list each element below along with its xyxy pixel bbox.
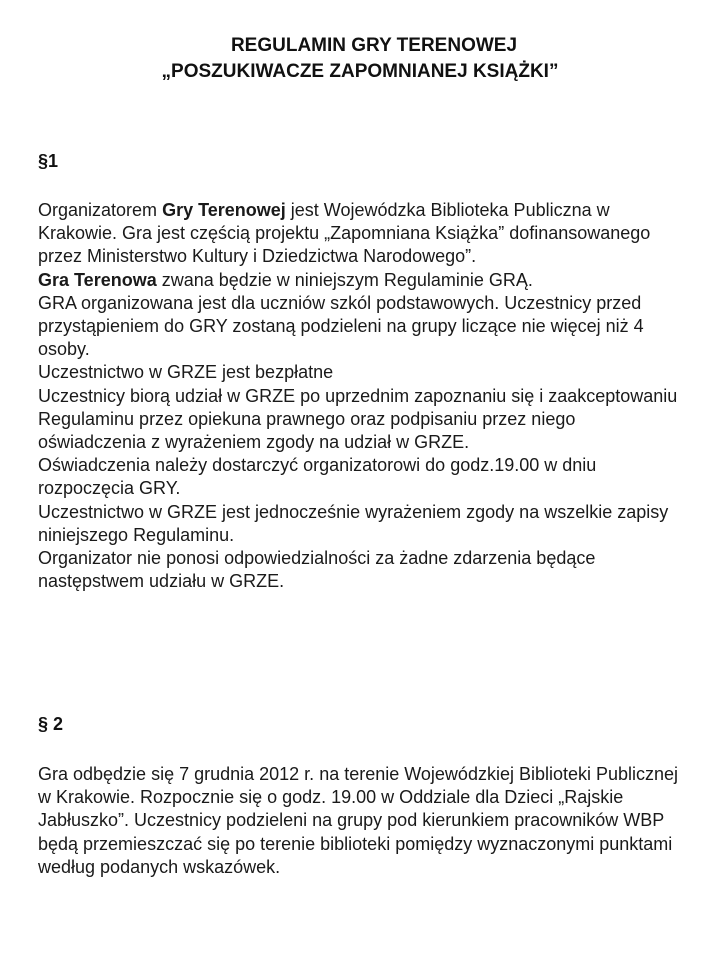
section-1-paragraph-deadline: Oświadczenia należy dostarczyć organizatorowi do godz.19.00 w dniu rozpoczęcia GRY. [38, 455, 597, 499]
bold-term-gry-terenowej: Gry Terenowej [162, 200, 286, 220]
bold-term-gra-terenowa: Gra Terenowa [38, 269, 157, 290]
section-1-body [38, 199, 688, 593]
section-1-paragraph-consent: Uczestnicy biorą udział w GRZE po uprzednim zapoznaniu się i zaakceptowaniu Regulaminu przez opiekuna prawnego oraz podpisaniu przez niego oświadczenia z wyrażeniem zgody na udział w GRZE. [38, 385, 678, 453]
text-run: jest Wojewódzka Biblioteka Publiczna w Krakowie. Gra jest częścią projektu „Zapomniana Książka” dofinansowanego przez Ministerstwo Kultury i Dziedzictwa Narodowego”. [38, 200, 651, 267]
text-run: zwana będzie w niniejszym Regulaminie GRĄ. [156, 269, 533, 290]
section-2-paragraph-schedule: Gra odbędzie się 7 grudnia 2012 r. na terenie Wojewódzkiej Biblioteki Publicznej w Krakowie. Rozpocznie się o godz. 19.00 w Oddziale dla Dzieci „Rajskie Jabłuszko”. Uczestnicy podzieleni na grupy pod kierunkiem pracowników WBP będą przemieszczać się po terenie biblioteki pomiędzy wyznaczonymi punktami według podanych wskazówek. [38, 764, 679, 877]
document-title-line-2: „POSZUKIWACZE ZAPOMNIANEJ KSIĄŻKI” [161, 61, 559, 82]
section-2-heading: § 2 [38, 714, 64, 734]
section-1-paragraph-liability: Organizator nie ponosi odpowiedzialności za żadne zdarzenia będące następstwem udziału w GRZE. [38, 548, 596, 592]
section-1-paragraph-acceptance: Uczestnictwo w GRZE jest jednocześnie wyrażeniem zgody na wszelkie zapisy niniejszego Regulaminu. [38, 501, 669, 545]
section-1-heading: §1 [38, 151, 59, 171]
section-2-body [38, 763, 688, 879]
document-title-line-1: REGULAMIN GRY TERENOWEJ [230, 35, 518, 56]
text-run: Organizatorem [38, 200, 163, 220]
section-1-paragraph-participants: GRA organizowana jest dla uczniów szkól podstawowych. Uczestnicy przed przystąpieniem do GRY zostaną podzieleni na grupy liczące nie więcej niż 4 osoby. [38, 292, 644, 360]
section-1-paragraph-free: Uczestnictwo w GRZE jest bezpłatne [38, 362, 334, 383]
section-1-paragraph-definition [38, 269, 688, 292]
section-1-paragraph-organizer [38, 199, 688, 269]
